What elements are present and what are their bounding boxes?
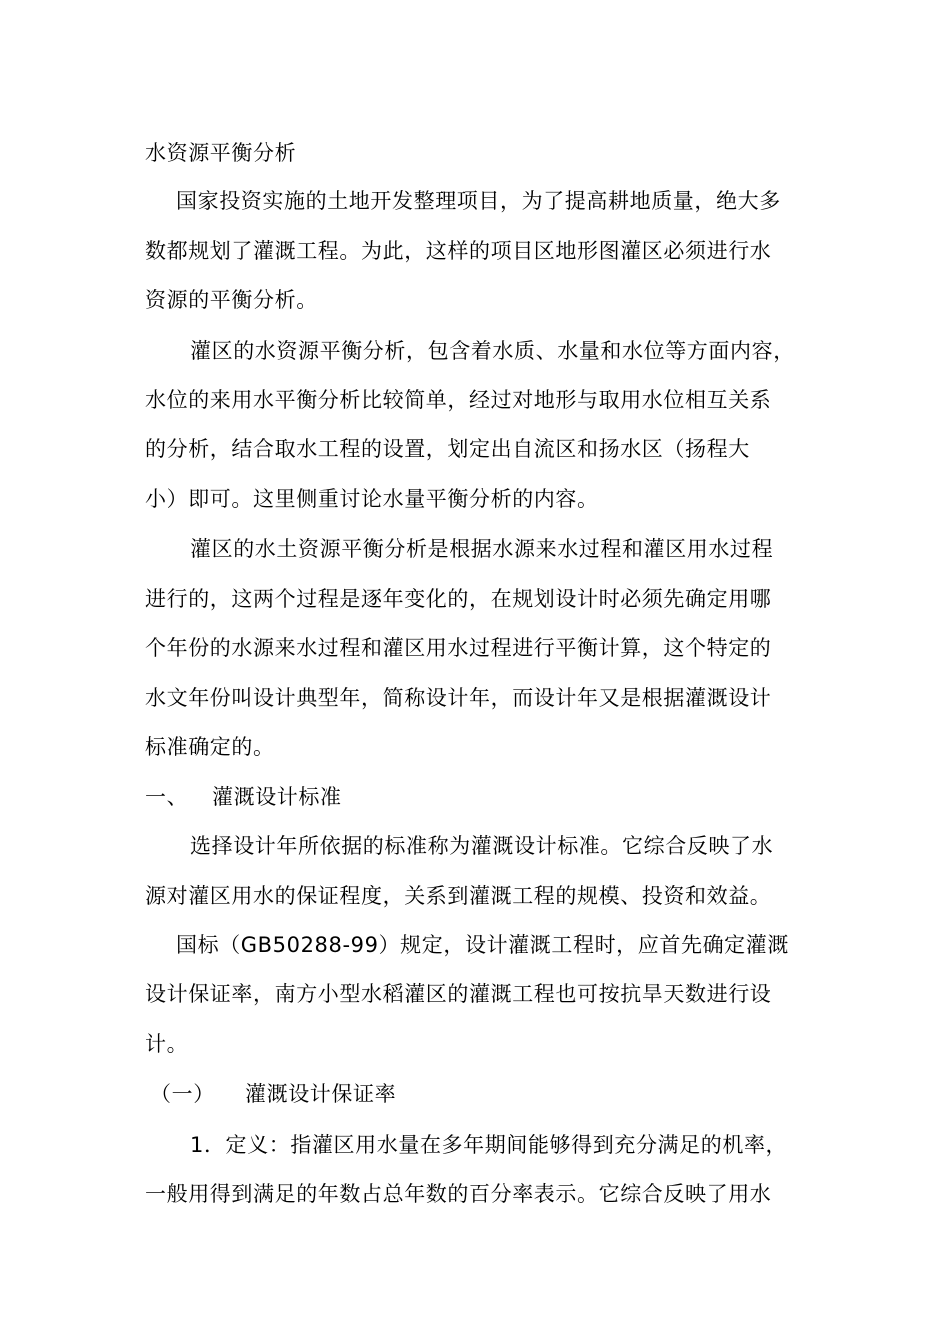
section-number: （一） <box>150 1082 215 1106</box>
document-title: 水资源平衡分析 <box>145 141 297 165</box>
paragraph-line: 一般用得到满足的年数占总年数的百分率表示。它综合反映了用水 <box>145 1182 772 1206</box>
paragraph-line: 计。 <box>145 1032 189 1056</box>
paragraph-line: 进行的，这两个过程是逐年变化的，在规划设计时必须先确定用哪 <box>145 587 772 611</box>
paragraph-line: 设计保证率，南方小型水稻灌区的灌溉工程也可按抗旱天数进行设 <box>145 982 772 1006</box>
paragraph-line: 资源的平衡分析。 <box>145 288 318 312</box>
paragraph-line: 水位的来用水平衡分析比较简单，经过对地形与取用水位相互关系 <box>145 388 772 412</box>
paragraph-line: 国家投资实施的土地开发整理项目，为了提高耕地质量，绝大多 <box>176 189 781 213</box>
section-heading-text: 灌溉设计标准 <box>212 785 342 809</box>
paragraph-line: 源对灌区用水的保证程度，关系到灌溉工程的规模、投资和效益。 <box>145 884 772 908</box>
paragraph-line: 小）即可。这里侧重讨论水量平衡分析的内容。 <box>145 487 599 511</box>
paragraph-line: 国标（GB50288-99）规定，设计灌溉工程时，应首先确定灌溉 <box>176 933 789 957</box>
paragraph-line: 1．定义：指灌区用水量在多年期间能够得到充分满足的机率， <box>190 1133 788 1157</box>
paragraph-line: 水文年份叫设计典型年，简称设计年，而设计年又是根据灌溉设计 <box>145 686 772 710</box>
section-number: 一、 <box>145 785 189 809</box>
paragraph-line: 数都规划了灌溉工程。为此，这样的项目区地形图灌区必须进行水 <box>145 239 772 263</box>
section-heading-text: 灌溉设计保证率 <box>245 1082 397 1106</box>
paragraph-line: 选择设计年所依据的标准称为灌溉设计标准。它综合反映了水 <box>190 834 774 858</box>
paragraph-line: 的分析，结合取水工程的设置，划定出自流区和扬水区（扬程大 <box>145 437 750 461</box>
paragraph-line: 个年份的水源来水过程和灌区用水过程进行平衡计算，这个特定的 <box>145 636 772 660</box>
paragraph-line: 灌区的水土资源平衡分析是根据水源来水过程和灌区用水过程 <box>190 537 774 561</box>
paragraph-line: 标准确定的。 <box>145 735 275 759</box>
paragraph-line: 灌区的水资源平衡分析，包含着水质、水量和水位等方面内容， <box>190 339 795 363</box>
